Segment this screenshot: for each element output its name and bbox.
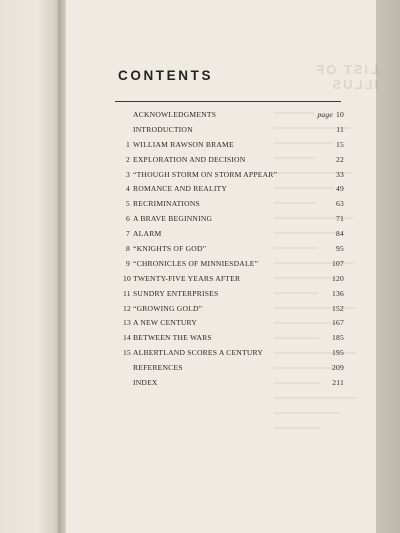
- chapter-title: EXPLORATION AND DECISION: [133, 154, 246, 164]
- chapter-number: 9: [126, 258, 130, 268]
- facing-page-edge: [0, 0, 62, 533]
- chapter-title: REFERENCES: [133, 363, 183, 373]
- chapter-title: “CHRONICLES OF MINNIESDALE”: [133, 258, 259, 268]
- chapter-number: 15: [123, 348, 131, 358]
- page-number: [336, 182, 344, 197]
- page-number: [336, 153, 344, 168]
- chapter-number: 13: [123, 318, 131, 328]
- page-number: [336, 168, 344, 183]
- page-number: [336, 138, 344, 153]
- chapter-title: ALBERTLAND SCORES A CENTURY: [133, 348, 264, 358]
- toc-entry: [118, 197, 344, 212]
- chapter-title: A BRAVE BEGINNING: [133, 214, 213, 224]
- chapter-title: ROMANCE AND REALITY: [133, 184, 228, 194]
- toc-entry: [118, 123, 344, 138]
- page-number: [332, 272, 344, 287]
- chapter-number: 12: [123, 303, 131, 313]
- page-number-value: 15: [336, 139, 344, 149]
- page-number: [332, 346, 344, 361]
- chapter-title: BETWEEN THE WARS: [133, 333, 212, 343]
- book-cover-edge: [376, 0, 400, 533]
- toc-entry: [118, 361, 344, 376]
- page-number-value: 185: [332, 333, 344, 343]
- toc-entry: [118, 153, 344, 168]
- page-number-value: 49: [336, 184, 344, 194]
- page-number-value: 95: [336, 244, 344, 254]
- page-number: [336, 227, 344, 242]
- chapter-title: SUNDRY ENTERPRISES: [133, 288, 219, 298]
- page-number: [332, 302, 344, 317]
- chapter-title: ALARM: [133, 229, 162, 239]
- chapter-title: INTRODUCTION: [133, 124, 193, 134]
- page-number-value: 195: [332, 348, 344, 358]
- page-number: [332, 316, 344, 331]
- chapter-number: 14: [123, 333, 131, 343]
- toc-entry: [118, 376, 344, 391]
- chapter-number: 11: [123, 288, 131, 298]
- page-number: [332, 257, 344, 272]
- chapter-title: “KNIGHTS OF GOD”: [133, 244, 207, 254]
- chapter-number: 8: [126, 244, 130, 254]
- chapter-number: 1: [126, 139, 130, 149]
- page-number: [317, 108, 344, 123]
- page-number-value: 136: [332, 288, 344, 298]
- page-number-value: 167: [332, 318, 344, 328]
- toc-entry: [118, 212, 344, 227]
- chapter-title: “GROWING GOLD”: [133, 303, 203, 313]
- chapter-number: 3: [126, 169, 130, 179]
- table-of-contents: [118, 108, 344, 391]
- page-number: [336, 197, 344, 212]
- chapter-number: 6: [126, 214, 130, 224]
- page-number-value: 22: [336, 154, 344, 164]
- page-number: [336, 242, 344, 257]
- page-number-value: 211: [332, 378, 344, 388]
- toc-entry: [118, 168, 344, 183]
- page-number: [332, 376, 344, 391]
- toc-entry: [118, 242, 344, 257]
- toc-entry: [118, 287, 344, 302]
- chapter-title: A NEW CENTURY: [133, 318, 198, 328]
- page-number: [336, 212, 344, 227]
- chapter-title: ACKNOWLEDGMENTS: [133, 110, 217, 119]
- chapter-title: RECRIMINATIONS: [133, 199, 200, 209]
- chapter-title: “THOUGH STORM ON STORM APPEAR”: [133, 169, 278, 179]
- page-number-value: 120: [332, 273, 344, 283]
- page-number-value: 84: [336, 229, 344, 239]
- page-number-value: 63: [336, 199, 344, 209]
- chapter-number: 7: [126, 229, 130, 239]
- chapter-title: WILLIAM RAWSON BRAME: [133, 139, 234, 149]
- chapter-title: INDEX: [133, 378, 158, 388]
- toc-entry: [118, 257, 344, 272]
- page-number-value: 107: [332, 258, 344, 268]
- page-number: [336, 123, 344, 138]
- toc-entry: [118, 182, 344, 197]
- toc-entry: [118, 302, 344, 317]
- page-number-value: 71: [336, 214, 344, 224]
- toc-entry: [118, 227, 344, 242]
- heading-rule: [115, 101, 341, 102]
- page-number-value: 209: [332, 363, 344, 373]
- chapter-title: TWENTY-FIVE YEARS AFTER: [133, 273, 241, 283]
- chapter-number: 2: [126, 154, 130, 164]
- page-prefix: page: [317, 110, 333, 119]
- page-number-value: 33: [336, 169, 344, 179]
- page-number-value: 10: [336, 110, 344, 119]
- toc-entry: [118, 331, 344, 346]
- toc-entry: [118, 108, 344, 123]
- page-number: [332, 287, 344, 302]
- toc-entry: [118, 272, 344, 287]
- chapter-number: 4: [126, 184, 130, 194]
- page-number: [332, 331, 344, 346]
- chapter-number: 5: [126, 199, 130, 209]
- page-number-value: 152: [332, 303, 344, 313]
- toc-entry: [118, 316, 344, 331]
- page-number-value: 11: [336, 124, 344, 134]
- chapter-number: 10: [123, 273, 131, 283]
- toc-entry: [118, 346, 344, 361]
- toc-entry: [118, 138, 344, 153]
- page-number: [332, 361, 344, 376]
- page-title: CONTENTS: [118, 68, 214, 83]
